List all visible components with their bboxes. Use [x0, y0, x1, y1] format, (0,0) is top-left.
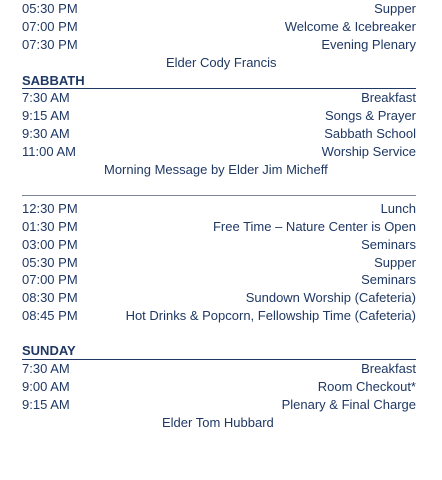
row-event: Evening Plenary: [321, 36, 416, 52]
schedule-row: [22, 236, 416, 254]
row-time: 05:30 PM: [22, 254, 78, 270]
row-time: 7:30 AM: [22, 90, 70, 106]
schedule-row: [22, 218, 416, 236]
row-event: Welcome & Icebreaker: [284, 18, 416, 34]
schedule-row: [22, 143, 416, 161]
row-event: Seminars: [361, 236, 416, 252]
sunday-speaker: Elder Tom Hubbard: [162, 414, 274, 430]
row-event: Songs & Prayer: [324, 108, 416, 124]
sunday-heading: SUNDAY: [22, 342, 416, 360]
spacer: [22, 179, 416, 195]
schedule-row: [22, 360, 416, 378]
schedule-row: [22, 396, 416, 414]
row-event: Hot Drinks & Popcorn, Fellowship Time (Cafeteria): [125, 308, 416, 324]
row-event: Room Checkout*: [317, 378, 416, 394]
schedule-row: [22, 125, 416, 143]
row-event: Sabbath School: [324, 126, 416, 142]
friday-speaker: Elder Cody Francis: [166, 54, 277, 70]
row-event: Breakfast: [361, 361, 416, 377]
schedule-page: [22, 0, 416, 432]
row-event: Breakfast: [361, 90, 416, 106]
row-time: 08:30 PM: [22, 290, 78, 306]
row-time: 07:30 PM: [22, 36, 78, 52]
schedule-row: [22, 89, 416, 107]
schedule-row: [22, 378, 416, 396]
row-event: Plenary & Final Charge: [281, 396, 416, 412]
row-event: Supper: [374, 1, 416, 16]
schedule-row: [22, 107, 416, 125]
schedule-row: [22, 18, 416, 36]
schedule-row: [22, 200, 416, 218]
schedule-row: [22, 271, 416, 289]
row-time: 01:30 PM: [22, 218, 78, 234]
row-event: Seminars: [361, 272, 416, 288]
row-time: 9:15 AM: [22, 108, 70, 124]
row-time: 9:30 AM: [22, 126, 70, 142]
schedule-row: [22, 36, 416, 54]
sabbath-heading: SABBATH: [22, 72, 416, 90]
row-time: 07:00 PM: [22, 272, 78, 288]
row-time: 11:00 AM: [22, 144, 76, 160]
schedule-row: [22, 254, 416, 272]
spacer: [22, 325, 416, 342]
row-time: 08:45 PM: [22, 308, 78, 324]
row-time: 07:00 PM: [22, 18, 78, 34]
morning-message: Morning Message by Elder Jim Micheff: [104, 162, 328, 178]
row-event: Supper: [374, 254, 416, 270]
row-time: 9:15 AM: [22, 396, 70, 412]
schedule-row: [22, 0, 416, 18]
row-time: 03:00 PM: [22, 236, 78, 252]
sabbath-section: [22, 72, 416, 326]
schedule-row: [22, 289, 416, 307]
row-event: Worship Service: [321, 144, 416, 160]
row-time: 05:30 PM: [22, 1, 78, 16]
row-event: Sundown Worship (Cafeteria): [245, 290, 416, 306]
sunday-section: [22, 342, 416, 431]
schedule-row: [22, 307, 416, 325]
row-event: Lunch: [380, 200, 416, 216]
row-time: 12:30 PM: [22, 200, 78, 216]
row-time: 9:00 AM: [22, 378, 70, 394]
row-event: Free Time – Nature Center is Open: [212, 218, 416, 234]
friday-evening-section: [22, 0, 416, 72]
row-time: 7:30 AM: [22, 361, 70, 377]
